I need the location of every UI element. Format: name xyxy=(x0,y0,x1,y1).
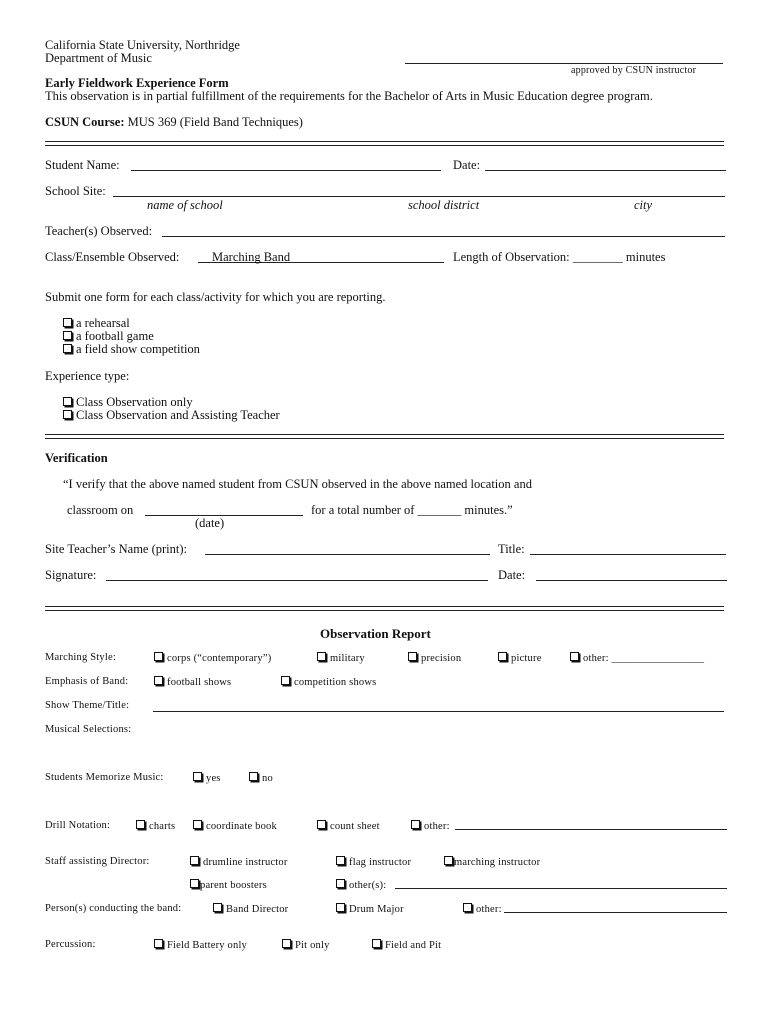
checkbox-icon xyxy=(136,820,145,829)
title-label: Title: xyxy=(498,542,525,556)
option-observation-assisting[interactable]: Class Observation and Assisting Teacher xyxy=(63,408,280,423)
verification-statement: “I verify that the above named student from CSUN observed in the above named location and xyxy=(63,477,532,491)
school-site-label: School Site: xyxy=(45,184,106,198)
staff-label: Staff assisting Director: xyxy=(45,856,150,867)
option-drumline-instructor[interactable]: drumline instructor xyxy=(190,856,288,868)
option-memorize-no[interactable]: no xyxy=(249,772,273,784)
verification-heading: Verification xyxy=(45,451,108,465)
checkbox-icon xyxy=(249,772,258,781)
option-field-and-pit[interactable]: Field and Pit xyxy=(372,939,441,951)
option-picture[interactable]: picture xyxy=(498,652,542,664)
checkbox-icon xyxy=(190,856,199,865)
option-parent-boosters[interactable]: parent boosters xyxy=(190,879,267,891)
course-label: CSUN Course: xyxy=(45,115,125,129)
checkbox-icon xyxy=(190,879,199,888)
checkbox-icon xyxy=(408,652,417,661)
signature-label: Signature: xyxy=(45,568,97,582)
site-teacher-field[interactable] xyxy=(205,554,490,555)
experience-type-label: Experience type: xyxy=(45,369,130,383)
drill-notation-label: Drill Notation: xyxy=(45,820,111,831)
date-field[interactable] xyxy=(485,170,726,171)
course-value: MUS 369 (Field Band Techniques) xyxy=(127,115,303,129)
course-line xyxy=(45,115,303,130)
percussion-label: Percussion: xyxy=(45,939,96,950)
checkbox-icon xyxy=(63,318,72,327)
classroom-on-label: classroom on xyxy=(67,503,134,517)
checkbox-icon xyxy=(282,939,291,948)
option-marching-instructor[interactable]: marching instructor xyxy=(444,856,540,868)
checkbox-icon xyxy=(570,652,579,661)
title-field[interactable] xyxy=(530,554,726,555)
university-name: California State University, Northridge xyxy=(45,38,240,52)
option-coordinate-book[interactable]: coordinate book xyxy=(193,820,277,832)
option-rehearsal[interactable]: a rehearsal xyxy=(63,316,130,331)
checkbox-icon xyxy=(63,397,72,406)
teachers-observed-field[interactable] xyxy=(162,236,725,237)
checkbox-icon xyxy=(63,344,72,353)
school-site-field[interactable] xyxy=(113,196,725,197)
option-observation-only[interactable]: Class Observation only xyxy=(63,395,193,410)
checkbox-icon xyxy=(498,652,507,661)
option-pit-only[interactable]: Pit only xyxy=(282,939,330,951)
conducting-other-field[interactable] xyxy=(504,912,727,913)
staff-other-field[interactable] xyxy=(395,888,727,889)
option-precision[interactable]: precision xyxy=(408,652,461,664)
school-district-caption: school district xyxy=(408,198,480,212)
option-competition-shows[interactable]: competition shows xyxy=(281,676,376,688)
observation-length-label: Length of Observation: ________ minutes xyxy=(453,250,666,264)
option-football-game[interactable]: a football game xyxy=(63,329,154,344)
option-drill-other[interactable]: other: xyxy=(411,820,450,832)
student-name-field[interactable] xyxy=(131,170,441,171)
checkbox-icon xyxy=(336,856,345,865)
option-flag-instructor[interactable]: flag instructor xyxy=(336,856,411,868)
verification-date-label: Date: xyxy=(498,568,526,582)
checkbox-icon xyxy=(193,772,202,781)
total-minutes-label: for a total number of _______ minutes.” xyxy=(311,503,513,517)
approval-caption: approved by CSUN instructor xyxy=(571,65,697,76)
signature-field[interactable] xyxy=(106,580,488,581)
marching-style-label: Marching Style: xyxy=(45,652,116,663)
checkbox-icon xyxy=(154,676,163,685)
class-ensemble-value: Marching Band xyxy=(212,250,291,264)
option-football-shows[interactable]: football shows xyxy=(154,676,231,688)
section-divider xyxy=(45,434,724,439)
memorize-label: Students Memorize Music: xyxy=(45,772,164,783)
submit-instructions: Submit one form for each class/activity for which you are reporting. xyxy=(45,290,386,304)
date-label: Date: xyxy=(453,158,481,172)
option-conducting-other[interactable]: other: xyxy=(463,903,502,915)
option-band-director[interactable]: Band Director xyxy=(213,903,288,915)
checkbox-icon xyxy=(193,820,202,829)
checkbox-icon xyxy=(154,939,163,948)
checkbox-icon xyxy=(281,676,290,685)
checkbox-icon xyxy=(444,856,453,865)
option-field-battery[interactable]: Field Battery only xyxy=(154,939,247,951)
teachers-observed-label: Teacher(s) Observed: xyxy=(45,224,153,238)
form-title: Early Fieldwork Experience Form xyxy=(45,76,229,90)
option-staff-other[interactable]: other(s): xyxy=(336,879,386,891)
option-count-sheet[interactable]: count sheet xyxy=(317,820,380,832)
checkbox-icon xyxy=(154,652,163,661)
checkbox-icon xyxy=(336,903,345,912)
city-caption: city xyxy=(634,198,653,212)
checkbox-icon xyxy=(317,652,326,661)
option-charts[interactable]: charts xyxy=(136,820,175,832)
section-divider xyxy=(45,141,724,146)
checkbox-icon xyxy=(411,820,420,829)
checkbox-icon xyxy=(336,879,345,888)
class-ensemble-label: Class/Ensemble Observed: xyxy=(45,250,180,264)
show-theme-label: Show Theme/Title: xyxy=(45,700,130,711)
checkbox-icon xyxy=(213,903,222,912)
checkbox-icon xyxy=(463,903,472,912)
date-caption: (date) xyxy=(195,516,225,530)
observation-report-heading: Observation Report xyxy=(320,626,431,641)
department-name: Department of Music xyxy=(45,51,152,65)
site-teacher-label: Site Teacher’s Name (print): xyxy=(45,542,188,556)
checkbox-icon xyxy=(317,820,326,829)
option-military[interactable]: military xyxy=(317,652,365,664)
emphasis-label: Emphasis of Band: xyxy=(45,676,129,687)
option-marching-other[interactable]: other: _________________ xyxy=(570,652,704,664)
conducting-label: Person(s) conducting the band: xyxy=(45,903,182,914)
school-name-caption: name of school xyxy=(147,198,223,212)
musical-selections-label: Musical Selections: xyxy=(45,724,132,735)
verification-date-line[interactable] xyxy=(536,580,727,581)
checkbox-icon xyxy=(372,939,381,948)
option-corps[interactable]: corps (“contemporary”) xyxy=(154,652,271,664)
form-description: This observation is in partial fulfillment of the requirements for the Bachelor of Arts in Music Education degree program. xyxy=(45,89,653,103)
section-divider xyxy=(45,606,724,611)
option-drum-major[interactable]: Drum Major xyxy=(336,903,404,915)
show-theme-field[interactable] xyxy=(153,711,724,712)
student-name-label: Student Name: xyxy=(45,158,120,172)
drill-other-field[interactable] xyxy=(455,829,727,830)
approval-signature-line[interactable] xyxy=(405,63,723,64)
option-memorize-yes[interactable]: yes xyxy=(193,772,221,784)
option-field-show[interactable]: a field show competition xyxy=(63,342,200,357)
checkbox-icon xyxy=(63,410,72,419)
checkbox-icon xyxy=(63,331,72,340)
